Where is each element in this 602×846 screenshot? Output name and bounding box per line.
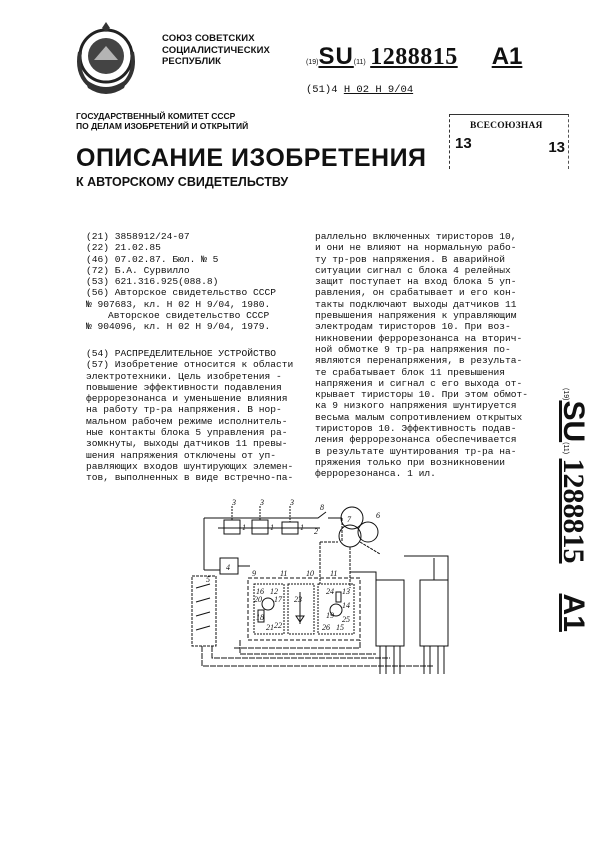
abstract-left-column: [86, 348, 308, 484]
committee-line: ПО ДЕЛАМ ИЗОБРЕТЕНИЙ И ОТКРЫТИЙ: [76, 121, 249, 131]
biblio-line: (22) 21.02.85: [86, 242, 161, 254]
abstract-line: шения напряжения отключены от уп-: [86, 449, 276, 461]
label-1: 1: [270, 523, 274, 532]
country-code: SU: [318, 43, 354, 70]
biblio-line: № 904096, кл. Н 02 Н 9/04, 1979.: [86, 321, 271, 333]
ussr-emblem: [68, 22, 144, 98]
block-1b: [252, 520, 268, 534]
label-10: 10: [306, 569, 314, 578]
stamp-left-number: 13: [455, 135, 472, 152]
abstract-line: тиристоров 10. Эффективность подав-: [315, 423, 517, 435]
ipc-value: Н 02 Н 9/04: [343, 84, 414, 96]
label-14: 14: [342, 601, 350, 610]
measurement-block-b: [420, 580, 448, 646]
patent-number: 1288815: [370, 44, 458, 70]
abstract-line: электродам тиристоров 10. При воз-: [315, 321, 511, 333]
label-8: 8: [320, 503, 324, 512]
ipc-tag: (51)4: [306, 84, 338, 96]
biblio-line: (72) Б.А. Сурвилло: [86, 264, 190, 276]
abstract-line: пряжения только при возникновении: [315, 456, 505, 468]
label-24: 24: [326, 587, 334, 596]
abstract-line: феррорезонанса и уменьшение влияния: [86, 393, 288, 405]
ipc-classification: [306, 84, 544, 96]
label-26: 26: [322, 623, 330, 632]
patent-number: 1288815: [557, 458, 590, 564]
biblio-line: (56) Авторское свидетельство СССР: [86, 287, 276, 299]
thyristor-bridge-a: [262, 598, 274, 610]
abstract-line: ления феррорезонанса обеспечивается: [315, 434, 517, 446]
abstract-line: защит поступает на вход блока 5 уп-: [315, 276, 517, 288]
abstract-line: (57) Изобретение относится к области: [86, 359, 294, 371]
abstract-line: равления, он срабатывает и его кон-: [315, 287, 517, 299]
label-3: 3: [232, 498, 236, 507]
label-4: 4: [226, 563, 230, 572]
label-21: 21: [266, 623, 274, 632]
country-line: СОЮЗ СОВЕТСКИХ: [162, 33, 255, 44]
publication-number: [306, 43, 576, 73]
abstract-line: являются перенапряжения, в результа-: [315, 355, 523, 367]
abstract-line: никновении феррорезонанса на вторич-: [315, 332, 523, 344]
abstract-line: ситуации сигнал с блока 4 релейных: [315, 264, 511, 276]
label-25: 25: [342, 615, 350, 624]
label-18: 18: [256, 613, 264, 622]
document-subtitle: К АВТОРСКОМУ СВИДЕТЕЛЬСТВУ: [76, 175, 289, 189]
abstract-line: тов, выполненных в виде встречно-па-: [86, 472, 294, 484]
abstract-line: равляющих входов шунтирующих элемен-: [86, 460, 294, 472]
number-tag: (11): [562, 442, 569, 455]
abstract-line: феррорезонанса. 1 ил.: [315, 468, 436, 480]
abstract-line: на работу тр-ра напряжения. В нор-: [86, 404, 282, 416]
bibliographic-data: [86, 231, 306, 333]
invention-title: (54) РАСПРЕДЕЛИТЕЛЬНОЕ УСТРОЙСТВО: [86, 348, 276, 359]
label-19: 19: [326, 611, 334, 620]
circuit-diagram: [190, 498, 460, 678]
biblio-line: № 907683, кл. Н 02 Н 9/04, 1980.: [86, 298, 271, 310]
library-stamp: [449, 114, 569, 169]
kind-code: A1: [557, 593, 590, 632]
label-16: 16: [256, 587, 264, 596]
vertical-publication-number: [540, 388, 590, 678]
label-13: 13: [342, 587, 350, 596]
label-3: 3: [290, 498, 294, 507]
biblio-line: Авторское свидетельство СССР: [108, 310, 270, 322]
biblio-line: (46) 07.02.87. Бюл. № 5: [86, 253, 219, 265]
label-11: 11: [280, 569, 288, 578]
committee-line: ГОСУДАРСТВЕННЫЙ КОМИТЕТ СССР: [76, 111, 236, 121]
measurement-block-a: [376, 580, 404, 646]
label-15: 15: [336, 623, 344, 632]
switch-8: [310, 512, 342, 518]
label-9: 9: [252, 569, 256, 578]
label-3: 3: [260, 498, 264, 507]
abstract-line: повышение эффективности подавления: [86, 381, 282, 393]
biblio-line: (53) 621.316.925(088.8): [86, 276, 219, 288]
stamp-right-number: 13: [548, 139, 565, 156]
document-title: ОПИСАНИЕ ИЗОБРЕТЕНИЯ: [76, 144, 427, 172]
country-line: СОЦИАЛИСТИЧЕСКИХ: [162, 44, 270, 56]
label-22: 22: [274, 621, 282, 630]
country-name: [162, 33, 270, 68]
country-code: SU: [557, 400, 590, 443]
abstract-line: ные контакты блока 5 управления ра-: [86, 427, 288, 439]
abstract-line: ка 9 низкого напряжения шунтируется: [315, 400, 517, 412]
abstract-line: весьма малым сопротивлением открытых: [315, 411, 523, 423]
abstract-line: мальном рабочем режиме исполнитель-: [86, 415, 288, 427]
abstract-line: в результате шунтирования тр-ра на-: [315, 445, 517, 457]
abstract-line: напряжения и сигнал с его выхода от-: [315, 377, 523, 389]
label-11: 11: [330, 569, 338, 578]
kind-code: A1: [491, 43, 523, 70]
abstract-right-column: [315, 231, 543, 480]
label-1: 1: [242, 523, 246, 532]
committee-name: [76, 111, 248, 131]
label-5: 5: [206, 575, 210, 584]
control-block-5: [192, 576, 216, 646]
abstract-line: раллельно включенных тиристоров 10,: [315, 231, 517, 242]
label-20: 20: [254, 595, 262, 604]
abstract-line: и они не влияют на нормальную рабо-: [315, 242, 517, 254]
label-2: 2: [314, 527, 318, 536]
biblio-line: (21) 3858912/24-07: [86, 231, 190, 242]
label-7: 7: [347, 515, 351, 524]
abstract-line: зомкнуты, выходы датчиков 11 превы-: [86, 438, 288, 450]
abstract-line: те срабатывает блок 11 превышения: [315, 366, 505, 378]
abstract-line: электротехники. Цель изобретения -: [86, 370, 282, 382]
label-23: 23: [294, 595, 302, 604]
country-code-tag: (19): [306, 59, 319, 66]
number-tag: (11): [353, 59, 366, 66]
country-code-tag: (19): [562, 388, 569, 401]
abstract-line: ной обмотке 9 тр-ра напряжения по-: [315, 343, 511, 355]
abstract-line: такты подключают выходы датчиков 11: [315, 298, 517, 310]
abstract-line: превышения напряжения к управляющим: [315, 310, 517, 322]
block-1a: [224, 520, 240, 534]
label-12: 12: [270, 587, 278, 596]
abstract-line: ту тр-ров напряжения. В аварийной: [315, 253, 505, 265]
label-17: 17: [274, 595, 282, 604]
country-line: РЕСПУБЛИК: [162, 56, 222, 67]
label-6: 6: [376, 511, 380, 520]
label-1: 1: [300, 523, 304, 532]
stamp-label: ВСЕСОЮЗНАЯ: [470, 121, 543, 131]
abstract-line: крывает тиристоры 10. При этом обмот-: [315, 389, 529, 401]
